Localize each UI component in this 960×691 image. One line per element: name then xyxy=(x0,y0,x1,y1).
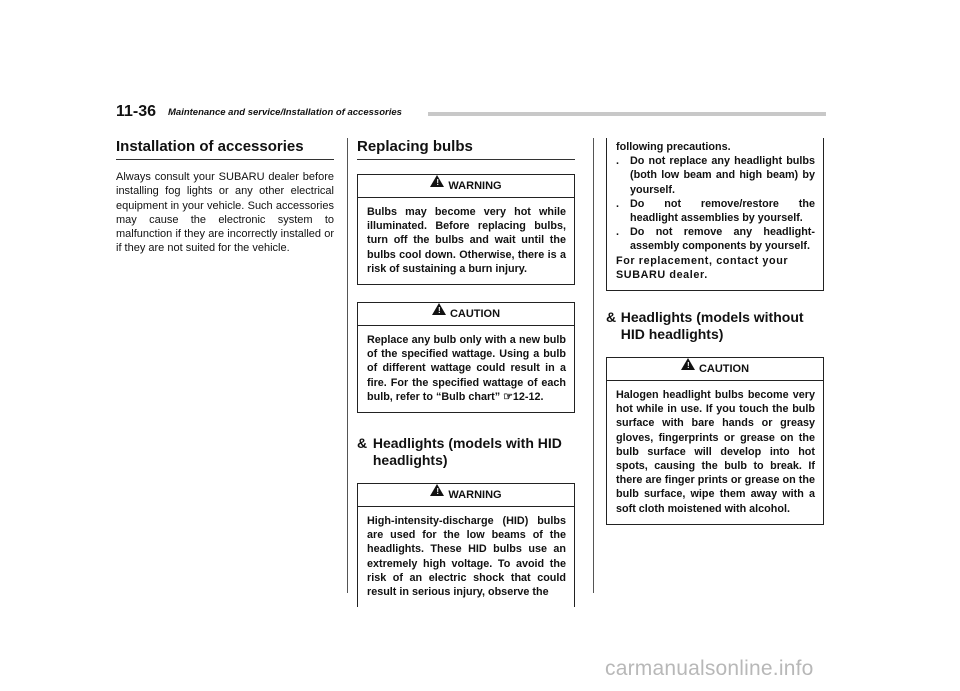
subheading-mark: & xyxy=(357,435,368,452)
warning-box-hid xyxy=(357,483,575,607)
column-1 xyxy=(116,138,334,256)
caution-label: CAUTION xyxy=(698,363,750,376)
subheading-text: Headlights (models without HID headlights) xyxy=(620,309,804,343)
column-divider xyxy=(593,138,594,593)
page-number: 11-36 xyxy=(116,103,157,120)
warning-box xyxy=(357,174,575,285)
warning-triangle-icon: ! xyxy=(430,484,444,496)
column-2 xyxy=(357,138,575,607)
warning-header xyxy=(358,484,574,507)
subheading-text: Headlights (models with HID headlights) xyxy=(372,435,562,469)
section-title: Maintenance and service/Installation of accessories xyxy=(168,107,402,118)
caution-header xyxy=(358,303,574,326)
caution-box xyxy=(606,357,824,525)
caution-label: CAUTION xyxy=(449,308,501,321)
installation-text: Always consult your SUBARU dealer before installing fog lights or any other electrical equipment in your vehicle. Such accessories may cause the electronic system to malfunction if they are incorrectly installed or if they are not suited for the vehicle. xyxy=(116,171,334,255)
subheading-non-hid xyxy=(606,309,824,343)
heading-installation: Installation of accessories xyxy=(116,138,334,160)
warning-text: Bulbs may become very hot while illuminated. Before replacing bulbs, turn off the bulbs and wait until the bulbs cool down. Otherwise, there is a risk of sustaining a burn injury. xyxy=(367,206,566,275)
subheading-hid xyxy=(357,435,575,469)
warning-header xyxy=(358,175,574,198)
header-rule xyxy=(428,112,826,116)
caution-text: Halogen headlight bulbs become very hot while in use. If you touch the bulb surface with bare hands or greasy gloves, fingerprints or grease on the bulb surface will develop into hot spots, causing the bulb to break. If there are finger prints or grease on the bulb surface, wipe them away with a soft cloth moistened with alcohol. xyxy=(616,389,815,515)
continuation-intro: following precautions. xyxy=(616,141,731,153)
heading-replacing-bulbs: Replacing bulbs xyxy=(357,138,575,160)
continuation-end: For replacement, contact your SUBARU dealer. xyxy=(616,254,789,281)
warning-label: WARNING xyxy=(448,489,502,502)
warning-label: WARNING xyxy=(448,180,502,192)
list-item: . Do not remove/restore the headlight assemblies by yourself. xyxy=(616,197,815,225)
caution-header xyxy=(607,358,823,381)
column-divider xyxy=(347,138,348,593)
caution-box xyxy=(357,302,575,413)
page-header xyxy=(116,103,826,125)
watermark: carmanualsonline.info xyxy=(605,657,814,680)
caution-triangle-icon: ! xyxy=(681,358,695,370)
warning-triangle-icon: ! xyxy=(430,175,444,187)
subheading-mark: & xyxy=(606,309,617,326)
warning-text: High-intensity-discharge (HID) bulbs are used for the low beams of the headlights. These HID bulbs use an extremely high voltage. To avoid the risk of an electric shock that could result in serious injury, observe the xyxy=(367,515,566,599)
warning-continuation xyxy=(606,138,824,291)
list-item: . Do not replace any headlight bulbs (both low beam and high beam) by yourself. xyxy=(616,155,815,196)
list-item: . Do not remove any headlight-assembly components by yourself. xyxy=(616,226,815,253)
column-3 xyxy=(606,138,824,525)
caution-text: Replace any bulb only with a new bulb of the specified wattage. Using a bulb of different wattage could result in a fire. For the specified wattage of each bulb, refer to “Bulb chart” ☞12-12. xyxy=(367,334,566,403)
caution-triangle-icon: ! xyxy=(432,303,446,315)
